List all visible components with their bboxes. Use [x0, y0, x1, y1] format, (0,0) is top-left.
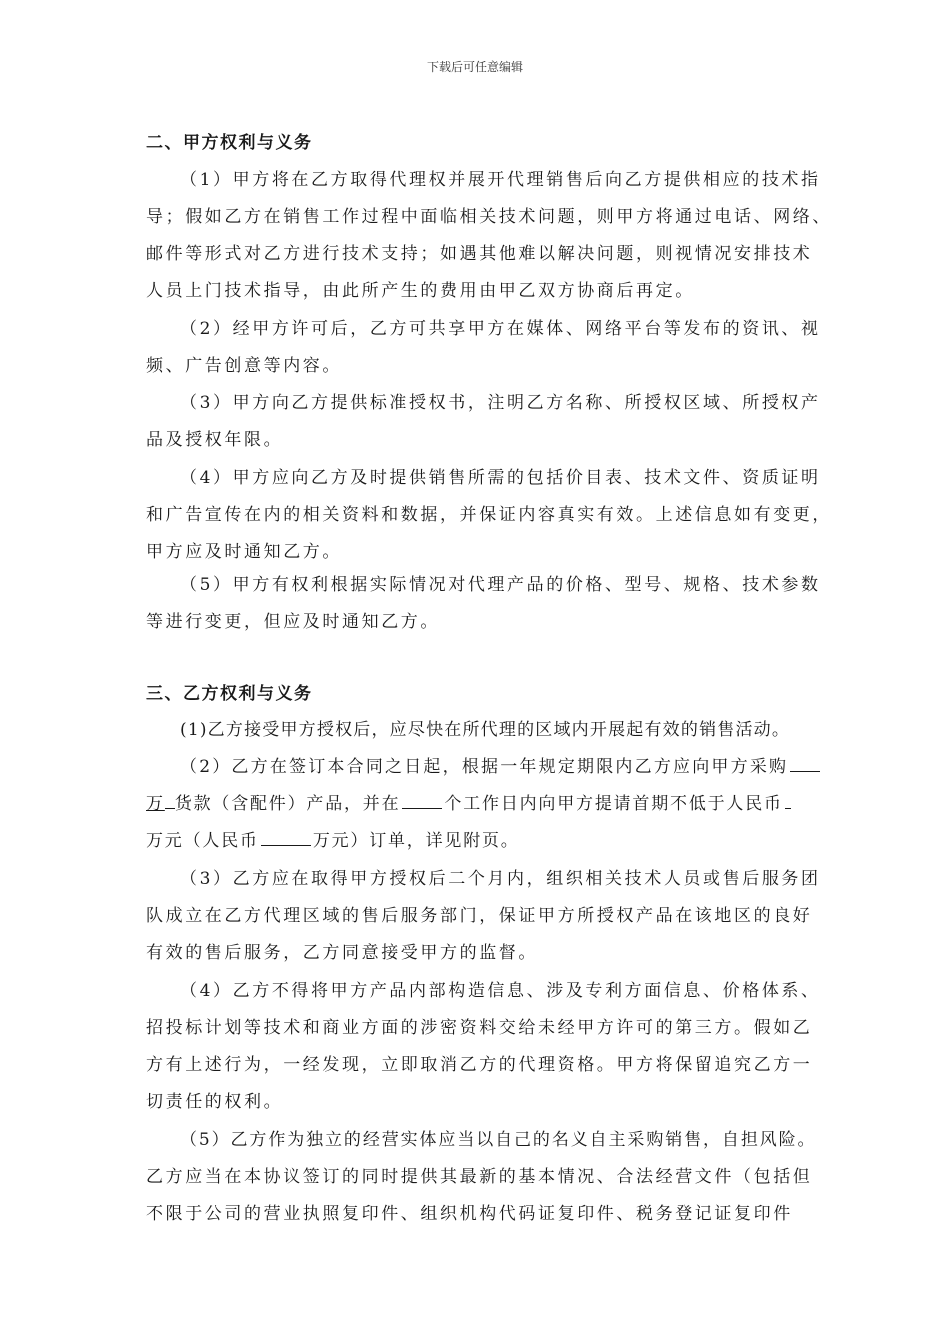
- fill-blank-first-amount[interactable]: [785, 790, 791, 809]
- line-text: 个工作日内向甲方提请首期不低于人民币: [444, 794, 783, 814]
- paragraph-line: [146, 826, 520, 851]
- paragraph-line: （4）乙方不得将甲方产品内部构造信息、涉及专利方面信息、价格体系、: [180, 981, 821, 1001]
- paragraph-line: 招投标计划等技术和商业方面的涉密资料交给未经甲方许可的第三方。假如乙: [146, 1018, 813, 1038]
- paragraph-line: [146, 789, 793, 814]
- paragraph-line: 频、广告创意等内容。: [146, 356, 342, 376]
- paragraph-line: （5）乙方作为独立的经营实体应当以自己的名义自主采购销售，自担风险。: [180, 1130, 817, 1150]
- paragraph-line: （1）甲方将在乙方取得代理权并展开代理销售后向乙方提供相应的技术指: [180, 170, 821, 190]
- paragraph-line: 导；假如乙方在销售工作过程中面临相关技术问题，则甲方将通过电话、网络、: [146, 207, 832, 227]
- paragraph-line: （4）甲方应向乙方及时提供销售所需的包括价目表、技术文件、资质证明: [180, 468, 821, 488]
- paragraph-line: 品及授权年限。: [146, 430, 284, 450]
- paragraph-line: 有效的售后服务，乙方同意接受甲方的监督。: [146, 943, 538, 963]
- paragraph-line: 切责任的权利。: [146, 1092, 284, 1112]
- header-note: 下载后可任意编辑: [426, 60, 523, 74]
- paragraph-line: （3）乙方应在取得甲方授权后二个月内，组织相关技术人员或售后服务团: [180, 869, 821, 889]
- paragraph-line: 邮件等形式对乙方进行技术支持；如遇其他难以解决问题，则视情况安排技术: [146, 244, 813, 264]
- paragraph-line: 不限于公司的营业执照复印件、组织机构代码证复印件、税务登记证复印件: [146, 1204, 793, 1224]
- line-text: （2）乙方在签订本合同之日起，根据一年规定期限内乙方应向甲方采购: [180, 757, 789, 777]
- paragraph-line: [180, 752, 822, 777]
- fill-blank-amount[interactable]: [790, 753, 820, 772]
- paragraph-line: (1)乙方接受甲方授权后，应尽快在所代理的区域内开展起有效的销售活动。: [180, 720, 791, 740]
- paragraph-line: 等进行变更，但应及时通知乙方。: [146, 612, 440, 632]
- paragraph-line: （2）经甲方许可后，乙方可共享甲方在媒体、网络平台等发布的资讯、视: [180, 319, 821, 339]
- line-text: 万元）订单，详见附页。: [312, 831, 520, 851]
- paragraph-line: 甲方应及时通知乙方。: [146, 542, 342, 562]
- fill-blank-days[interactable]: [402, 790, 442, 809]
- underlined-unit: 万: [146, 794, 165, 814]
- line-text: 货款（含配件）产品，并在: [174, 794, 401, 814]
- paragraph-line: 队成立在乙方代理区域的售后服务部门，保证甲方所授权产品在该地区的良好: [146, 906, 813, 926]
- fill-blank-rmb[interactable]: [261, 827, 311, 846]
- section3-heading: 三、乙方权利与义务: [146, 684, 313, 704]
- section2-heading: 二、甲方权利与义务: [146, 133, 313, 153]
- paragraph-line: 和广告宣传在内的相关资料和数据，并保证内容真实有效。上述信息如有变更，: [146, 505, 832, 525]
- paragraph-line: 方有上述行为，一经发现，立即取消乙方的代理资格。甲方将保留追究乙方一: [146, 1055, 813, 1075]
- paragraph-line: 人员上门技术指导，由此所产生的费用由甲乙双方协商后再定。: [146, 281, 695, 301]
- paragraph-line: （5）甲方有权利根据实际情况对代理产品的价格、型号、规格、技术参数: [180, 575, 821, 595]
- paragraph-line: （3）甲方向乙方提供标准授权书，注明乙方名称、所授权区域、所授权产: [180, 393, 821, 413]
- line-text: 万元（人民币: [146, 831, 259, 851]
- paragraph-line: 乙方应当在本协议签订的同时提供其最新的基本情况、合法经营文件（包括但: [146, 1167, 813, 1187]
- underline-spacer: [165, 808, 175, 809]
